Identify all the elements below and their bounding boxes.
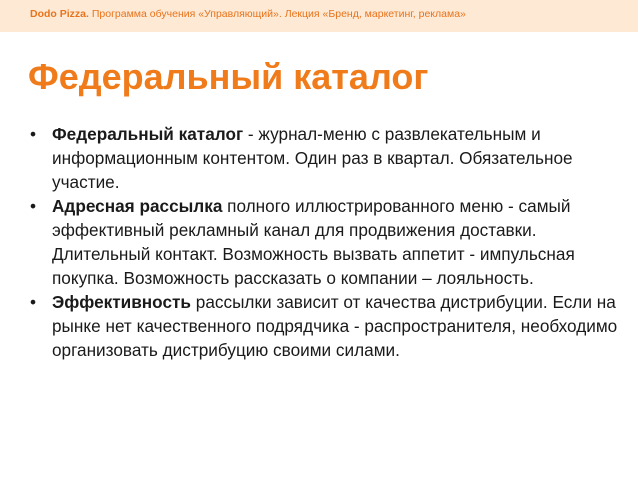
bullet-text: - журнал-меню с развлекательным и информационным контентом. Один раз в квартал. Обязательное участие. (52, 124, 573, 192)
bullet-icon: • (30, 124, 37, 144)
bullet-item (28, 290, 618, 362)
page-title: Федеральный каталог (28, 56, 429, 97)
bullet-list (28, 122, 618, 362)
header-text: Программа обучения «Управляющий». Лекция «Бренд, маркетинг, реклама» (88, 8, 466, 20)
bullet-icon: • (30, 196, 37, 216)
bullet-text: рассылки зависит от качества дистрибуции. Если на рынке нет качественного подрядчика - распространителя, необходимо организовать дистрибуцию своими силами. (52, 292, 618, 360)
bullet-term: Адресная рассылка (52, 196, 223, 216)
bullet-icon: • (30, 292, 37, 312)
bullet-item (28, 194, 618, 290)
header-bar (0, 0, 638, 32)
bullet-item (28, 122, 618, 194)
bullet-text: полного иллюстрированного меню - самый эффективный рекламный канал для продвижения доставки. Длительный контакт. Возможность вызвать аппетит - импульсная покупка. Возможность рассказать о компании – лояльность. (52, 196, 575, 288)
header-brand: Dodo Pizza. (30, 8, 89, 20)
bullet-term: Эффективность (52, 292, 191, 312)
bullet-term: Федеральный каталог (52, 124, 244, 144)
